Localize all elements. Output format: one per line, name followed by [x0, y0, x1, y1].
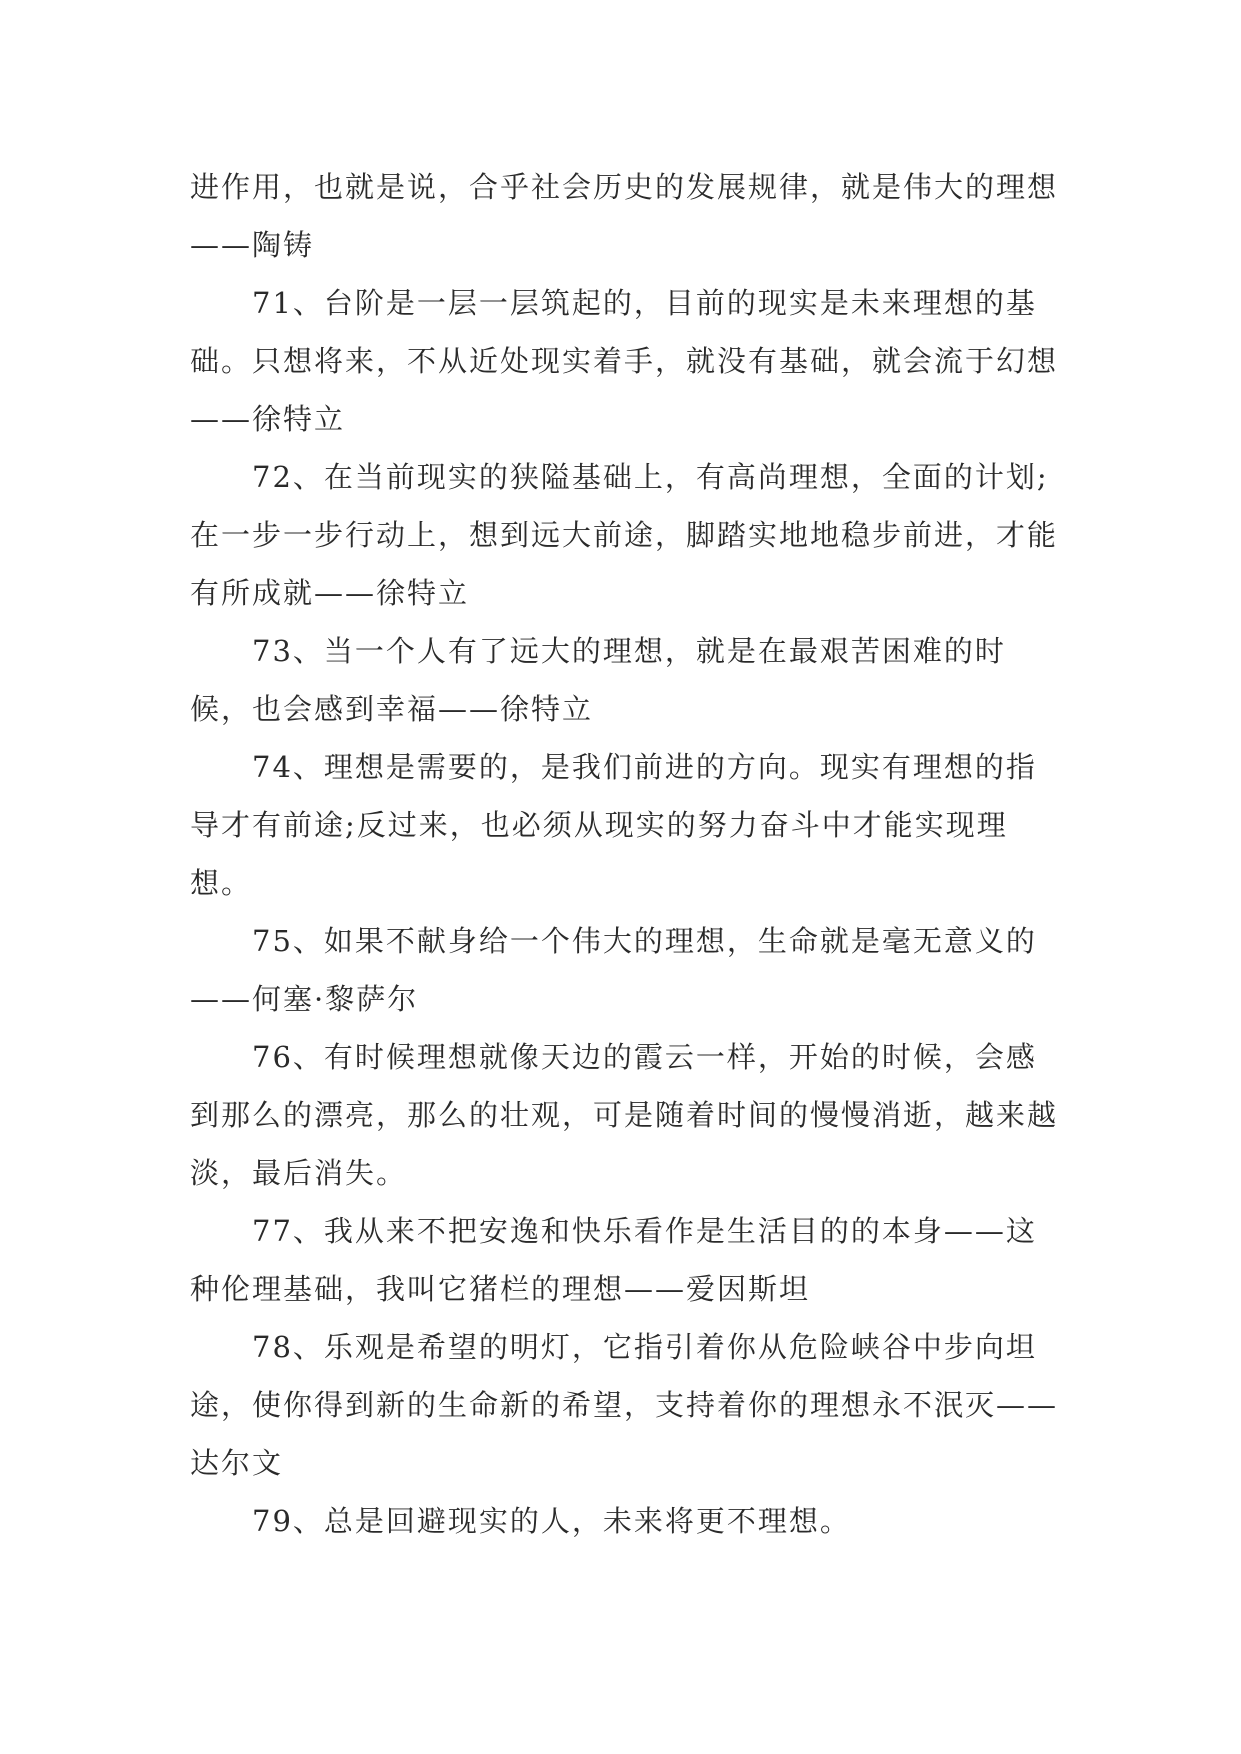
- quote-71: 71、台阶是一层一层筑起的，目前的现实是未来理想的基础。只想将来，不从近处现实着手，就没有基础，就会流于幻想——徐特立: [190, 286, 1059, 436]
- quote-74: 74、理想是需要的，是我们前进的方向。现实有理想的指导才有前途;反过来，也必须从现实的努力奋斗中才能实现理想。: [190, 750, 1037, 900]
- quote-78: 78、乐观是希望的明灯，它指引着你从危险峡谷中步向坦途，使你得到新的生命新的希望，支持着你的理想永不泯灭——达尔文: [190, 1330, 1059, 1480]
- quote-73: 73、当一个人有了远大的理想，就是在最艰苦困难的时候，也会感到幸福——徐特立: [190, 634, 1006, 726]
- quote-72: 72、在当前现实的狭隘基础上，有高尚理想，全面的计划;在一步一步行动上，想到远大前途，脚踏实地地稳步前进，才能有所成就——徐特立: [190, 460, 1059, 610]
- quote-76: 76、有时候理想就像天边的霞云一样，开始的时候，会感到那么的漂亮，那么的壮观，可是随着时间的慢慢消逝，越来越淡，最后消失。: [190, 1040, 1059, 1190]
- paragraph-continuation: 进作用，也就是说，合乎社会历史的发展规律，就是伟大的理想——陶铸: [190, 170, 1059, 262]
- quote-75: 75、如果不献身给一个伟大的理想，生命就是毫无意义的——何塞·黎萨尔: [190, 924, 1037, 1016]
- document-body: [190, 158, 1060, 1550]
- quote-77: 77、我从来不把安逸和快乐看作是生活目的的本身——这种伦理基础，我叫它猪栏的理想——爱因斯坦: [190, 1214, 1037, 1306]
- quote-79: 79、总是回避现实的人，未来将更不理想。: [252, 1504, 851, 1538]
